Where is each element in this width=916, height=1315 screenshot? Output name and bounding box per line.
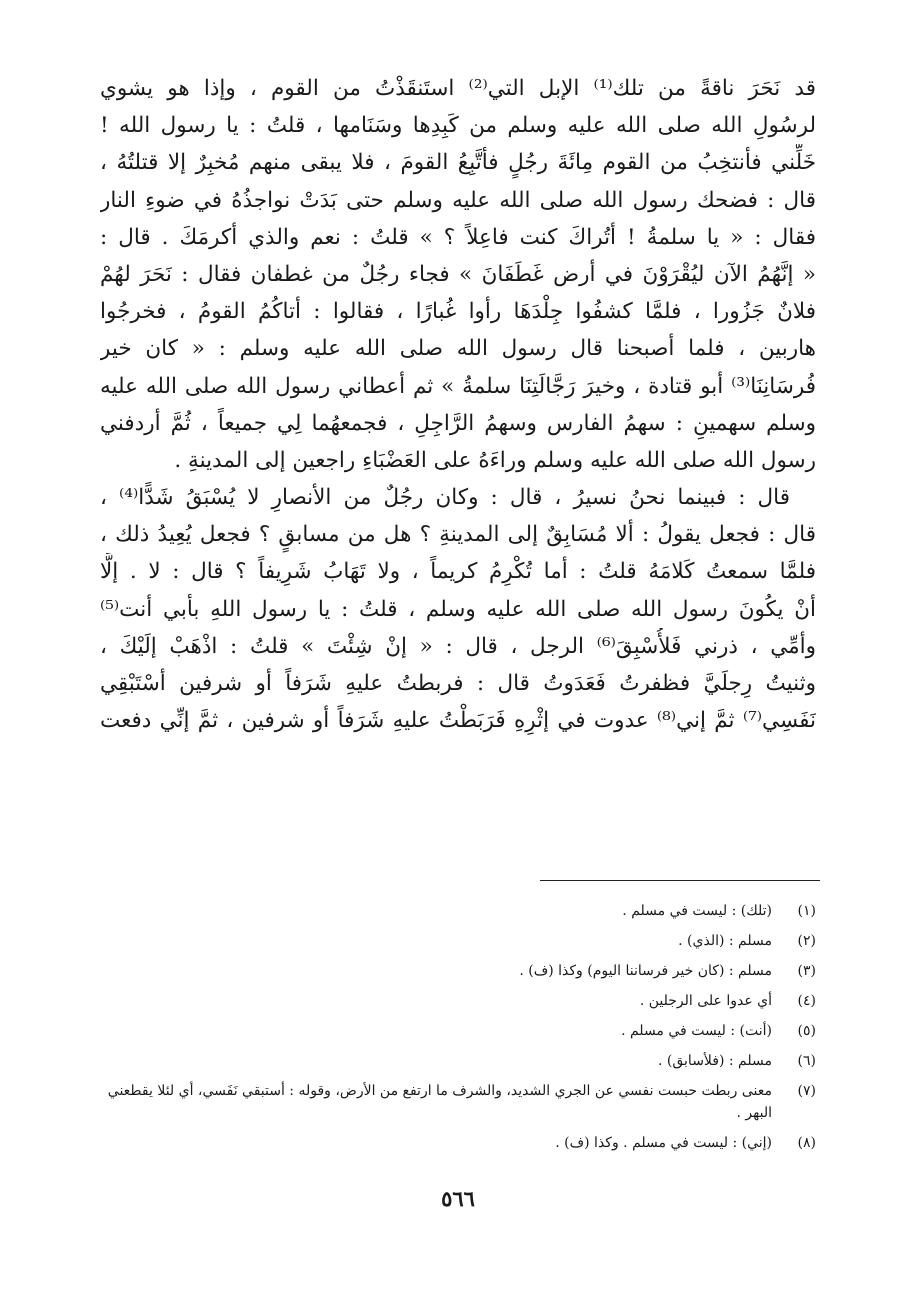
text-line: نَفَسِي⁽⁷⁾ ثمَّ إني⁽⁸⁾ عدوت في إثْرِهِ فَرَبَطْتُ عليهِ شَرَفاً أو شرفين ، ثمَّ إنِّي دفعت: [100, 708, 816, 734]
footnote-number: (٧): [797, 1083, 816, 1099]
footnote: [100, 1016, 816, 1046]
footnote-text: مسلم : (الذي) .: [678, 933, 772, 949]
text-line: قد نَحَرَ ناقةً من تلك⁽¹⁾ الإبل التي⁽²⁾ استَنقَذْتُ من القوم ، وإذا هو يشوي: [100, 76, 816, 101]
text-line: وسلم سهمينِ : سهمُ الفارس وسهمُ الرَّاجِلِ ، فجمعهُما لِي جميعاً ، ثُمَّ أردفني: [100, 410, 816, 436]
text-line: « إنَّهُمُ الآن ليُقْرَوْنَ في أرض غَطَفَانَ » فجاء رجُلٌ من غطفان فقال : نَحَرَ لهُمْ: [100, 261, 816, 287]
footnote: [100, 926, 816, 956]
text-line: فلمَّا سمعتُ كَلامَهُ قلتُ : أما تُكْرِمُ كريماً ، ولا تَهَابُ شَرِيفاً ؟ قال : لا . إلَّا: [100, 559, 816, 585]
footnote-number: (٣): [797, 963, 816, 979]
page-number: ٥٦٦: [441, 1186, 475, 1211]
footnote-divider: [540, 880, 820, 881]
text-line: وثنيتُ رِجلَيَّ فظفرتُ فَعَدَوتُ قال : فربطتُ عليهِ شَرَفاً أو شرفين أسْتَبْقِي: [100, 671, 816, 696]
text-line: فُرسَانِنَا⁽³⁾ أبو قتادة ، وخيرَ رَجَّالَتِنَا سلمةُ » ثم أعطاني رسول الله صلى الله عليه: [100, 373, 816, 399]
text-line: فلانٌ جَزُورا ، فلمَّا كشفُوا جِلْدَهَا رأوا غُبارًا ، فقالوا : أتاكُمُ القومُ ، فخرجُوا: [100, 299, 816, 325]
main-text: [100, 70, 816, 739]
text-line: فقال : « يا سلمةُ ! أتُراكَ كنت فاعِلاً ؟ » قلتُ : نعم والذي أكرمَكَ . قال :: [100, 224, 816, 250]
text-line: قال : فضحك رسول الله صلى الله عليه وسلم حتى بَدَتْ نواجذُهُ في ضوءِ النار: [100, 187, 816, 213]
text-line: لرسُولِ الله صلى الله عليه وسلم من كَبِدِها وسَنَامها ، قلتُ : يا رسول الله !: [100, 113, 816, 139]
text-line: قال : فجعل يقولُ : ألا مُسَابِقٌ إلى المدينةِ ؟ هل من مسابقٍ ؟ فجعل يُعِيدُ ذلك ،: [100, 522, 816, 548]
text-line: أنْ يكُونَ رسول الله صلى الله عليه وسلم ، قلتُ : يا رسول اللهِ بأبي أنت⁽⁵⁾: [100, 596, 816, 622]
footnote-number: (١): [797, 903, 816, 919]
text-line: هاربين ، فلما أصبحنا قال رسول الله صلى الله عليه وسلم : « كان خير: [100, 336, 816, 362]
text-line: قال : فبينما نحنُ نسيرُ ، قال : وكان رجُلٌ من الأنصارِ لا يُسْبَقُ شَدًّا⁽⁴⁾ ،: [100, 485, 790, 511]
footnote-text: معنى ربطت حبست نفسي عن الجري الشديد، والشرف ما ارتفع من الأرض، وقوله : أستبقي نَفَسي، أي لئلا يقطعني البهر .: [107, 1083, 772, 1121]
footnote-text: مسلم : (كان خير فرساننا اليوم) وكذا (ف) .: [519, 963, 772, 979]
footnote-number: (٢): [797, 933, 816, 949]
footnote-text: مسلم : (فلأسابق) .: [658, 1053, 772, 1069]
footnote: [100, 986, 816, 1016]
footnote: [100, 896, 816, 926]
footnote-text: (أنت) : ليست في مسلم .: [621, 1023, 772, 1039]
footnote-text: (تلك) : ليست في مسلم .: [622, 903, 772, 919]
footnote-number: (٦): [797, 1053, 816, 1069]
footnote-text: (إني) : ليست في مسلم . وكذا (ف) .: [555, 1135, 772, 1151]
text-line: رسول الله صلى الله عليه وسلم وراءَهُ على العَضْبَاءِ راجعين إلى المدينةِ .: [174, 447, 816, 473]
text-line: خَلِّني فأنتخِبُ من القوم مِائَةَ رجُلٍ فأتَّبِعُ القومَ ، فلا يبقى منهم مُخبِرٌ إلا قتلتُهُ ،: [100, 150, 816, 176]
footnote-number: (٥): [797, 1023, 816, 1039]
footnote-number: (٤): [797, 993, 816, 1009]
footnote: [100, 1046, 816, 1076]
footnotes: [100, 896, 816, 1158]
footnote-number: (٨): [797, 1135, 816, 1151]
footnote: [100, 956, 816, 986]
footnote-text: أي عدوا على الرجلين .: [639, 993, 772, 1009]
footnote: [100, 1076, 816, 1128]
footnote: [100, 1128, 816, 1158]
text-line: وأمِّي ، ذرني فَلأُسْبِقَ⁽⁶⁾ الرجل ، قال : « إنْ شِئْتَ » قلتُ : اذْهَبْ إلَيْكَ ،: [100, 633, 816, 659]
